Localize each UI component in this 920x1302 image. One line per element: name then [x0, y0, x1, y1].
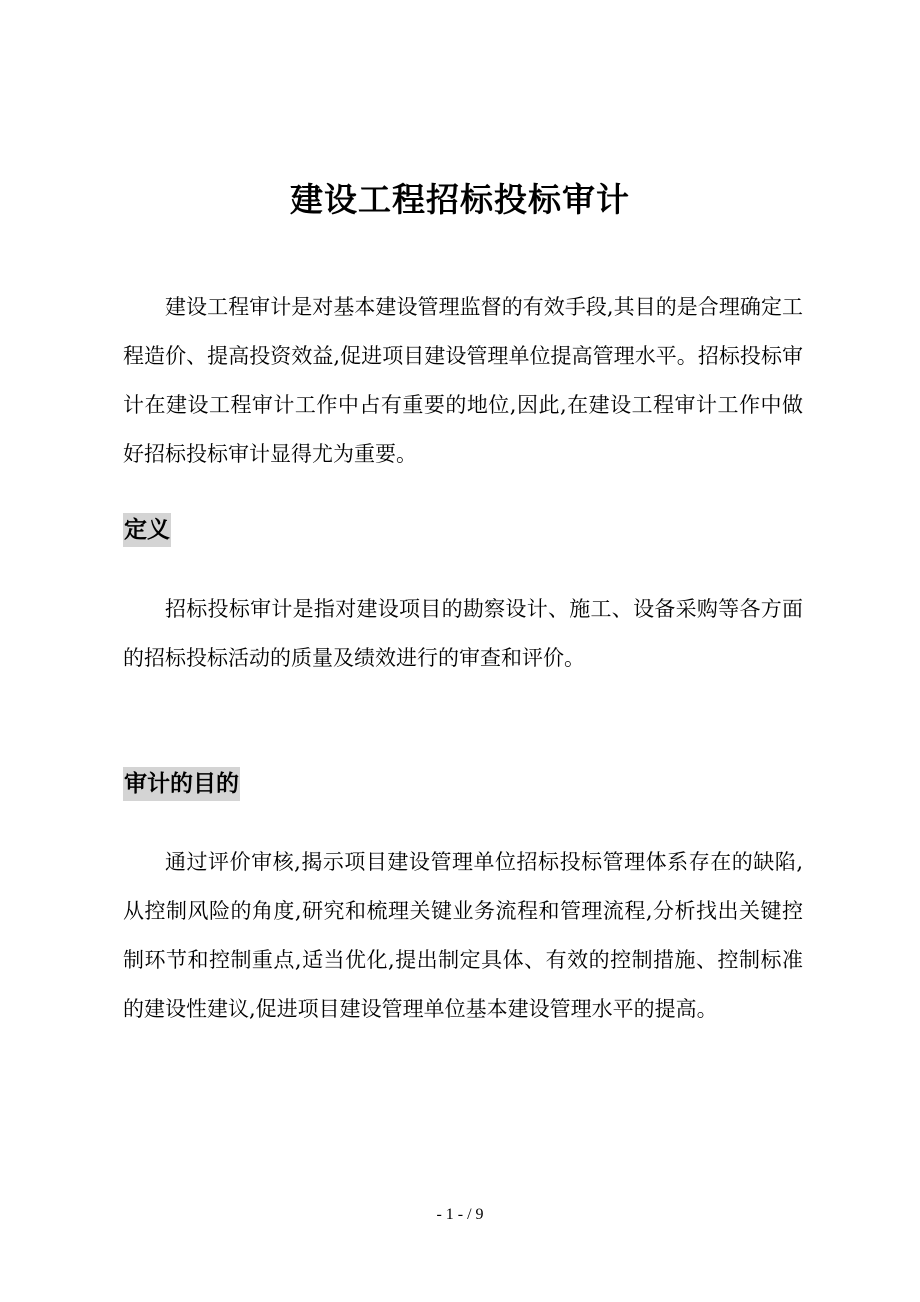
section-heading-definition: 定义: [123, 513, 171, 547]
page-number: - 1 - / 9: [436, 1206, 484, 1223]
definition-paragraph: 招标投标审计是指对建设项目的勘察设计、施工、设备采购等各方面的招标投标活动的质量及绩效进行的审查和评价。: [123, 597, 803, 670]
intro-paragraph: 建设工程审计是对基本建设管理监督的有效手段,其目的是合理确定工程造价、提高投资效益,促进项目建设管理单位提高管理水平。招标投标审计在建设工程审计工作中占有重要的地位,因此,在建设工程审计工作中做好招标投标审计显得尤为重要。: [123, 295, 803, 466]
document-title: 建设工程招标投标审计: [290, 180, 630, 219]
purpose-paragraph: 通过评价审核,揭示项目建设管理单位招标投标管理体系存在的缺陷,从控制风险的角度,研究和梳理关键业务流程和管理流程,分析找出关键控制环节和控制重点,适当优化,提出制定具体、有效的控制措施、控制标准的建设性建议,促进项目建设管理单位基本建设管理水平的提高。: [123, 850, 803, 1021]
section-heading-purpose: 审计的目的: [123, 767, 240, 801]
